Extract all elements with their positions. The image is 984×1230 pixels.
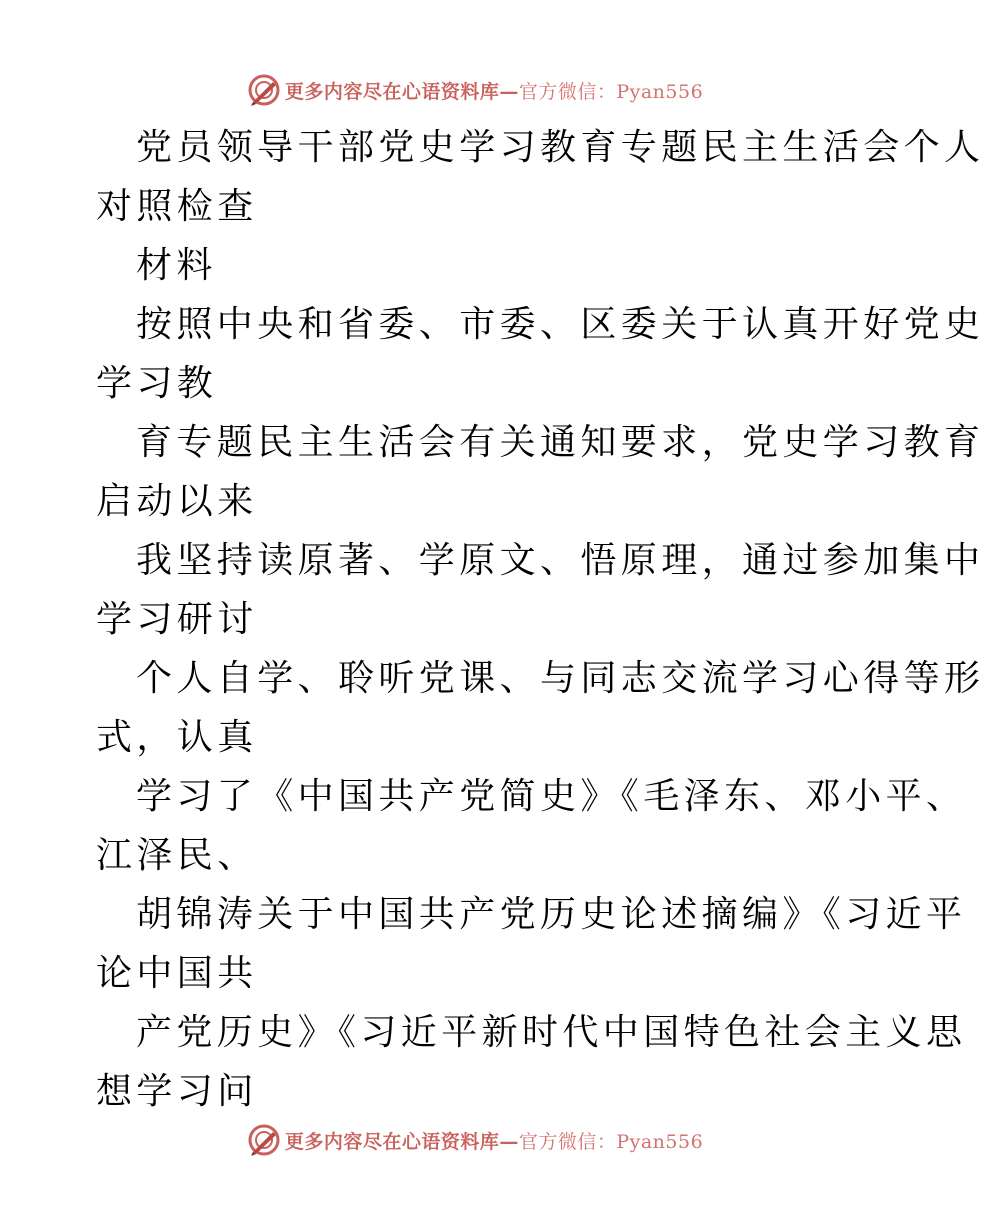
text-line: 式，认真 <box>96 717 258 758</box>
banner-wechat: 官方微信：Pyan556 <box>518 1130 704 1153</box>
pen-logo-icon <box>247 73 281 107</box>
footer-watermark-banner <box>0 1120 950 1160</box>
header-watermark-banner <box>0 70 950 110</box>
text-line: 我坚持读原著、学原文、悟原理，通过参加集中 <box>136 540 984 581</box>
pen-logo-icon <box>247 1123 281 1157</box>
document-body <box>96 118 984 1121</box>
text-line: 对照检查 <box>96 186 258 227</box>
text-line: 想学习问 <box>96 1071 258 1112</box>
text-line: 按照中央和省委、市委、区委关于认真开好党史 <box>136 304 984 345</box>
text-line: 胡锦涛关于中国共产党历史论述摘编》《习近平 <box>136 894 967 935</box>
banner-text: 更多内容尽在心语资料库— <box>284 80 519 103</box>
text-line: 学习教 <box>96 363 218 404</box>
text-line: 产党历史》《习近平新时代中国特色社会主义思 <box>136 1012 967 1053</box>
text-line: 育专题民主生活会有关通知要求，党史学习教育 <box>136 422 984 463</box>
text-line: 材料 <box>136 245 217 286</box>
banner-wechat: 官方微信：Pyan556 <box>518 80 704 103</box>
banner-text: 更多内容尽在心语资料库— <box>284 1130 519 1153</box>
text-line: 个人自学、聆听党课、与同志交流学习心得等形 <box>136 658 984 699</box>
text-line: 江泽民、 <box>96 835 258 876</box>
text-line: 党员领导干部党史学习教育专题民主生活会个人 <box>136 127 984 168</box>
text-line: 学习了《中国共产党简史》《毛泽东、邓小平、 <box>136 776 967 817</box>
text-line: 论中国共 <box>96 953 258 994</box>
text-line: 学习研讨 <box>96 599 258 640</box>
text-line: 启动以来 <box>96 481 258 522</box>
